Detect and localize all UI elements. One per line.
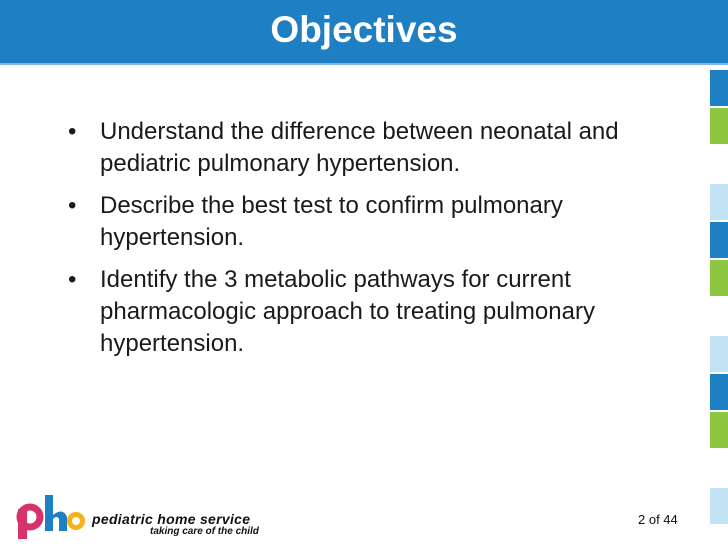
strip-block bbox=[710, 222, 728, 258]
phs-logo-icon bbox=[12, 491, 92, 543]
bullet-text: Understand the difference between neonatal and pediatric pulmonary hypertension. bbox=[100, 118, 619, 177]
strip-block bbox=[710, 260, 728, 296]
bullet-text: Identify the 3 metabolic pathways for current pharmacologic approach to treating pulmonary hypertension. bbox=[100, 266, 595, 357]
bullet-text: Describe the best test to confirm pulmonary hypertension. bbox=[100, 192, 563, 251]
bullet-list bbox=[60, 116, 680, 370]
bullet-marker: • bbox=[68, 266, 77, 293]
decorative-side-strip bbox=[710, 70, 728, 526]
title-bar bbox=[0, 0, 728, 65]
strip-block bbox=[710, 146, 728, 182]
strip-block bbox=[710, 298, 728, 334]
bullet-marker: • bbox=[68, 192, 77, 219]
logo-wordmark: pediatric home service bbox=[92, 511, 251, 527]
strip-block bbox=[710, 450, 728, 486]
strip-block bbox=[710, 108, 728, 144]
page-indicator: 2 of 44 bbox=[638, 512, 678, 527]
logo-tagline: taking care of the child bbox=[150, 526, 259, 537]
bullet-item bbox=[60, 116, 680, 180]
strip-block bbox=[710, 374, 728, 410]
strip-block bbox=[710, 412, 728, 448]
strip-block bbox=[710, 184, 728, 220]
bullet-item bbox=[60, 264, 680, 360]
strip-block bbox=[710, 488, 728, 524]
bullet-marker: • bbox=[68, 118, 77, 145]
slide-title: Objectives bbox=[270, 9, 458, 50]
strip-block bbox=[710, 70, 728, 106]
bullet-item bbox=[60, 190, 680, 254]
strip-block bbox=[710, 336, 728, 372]
